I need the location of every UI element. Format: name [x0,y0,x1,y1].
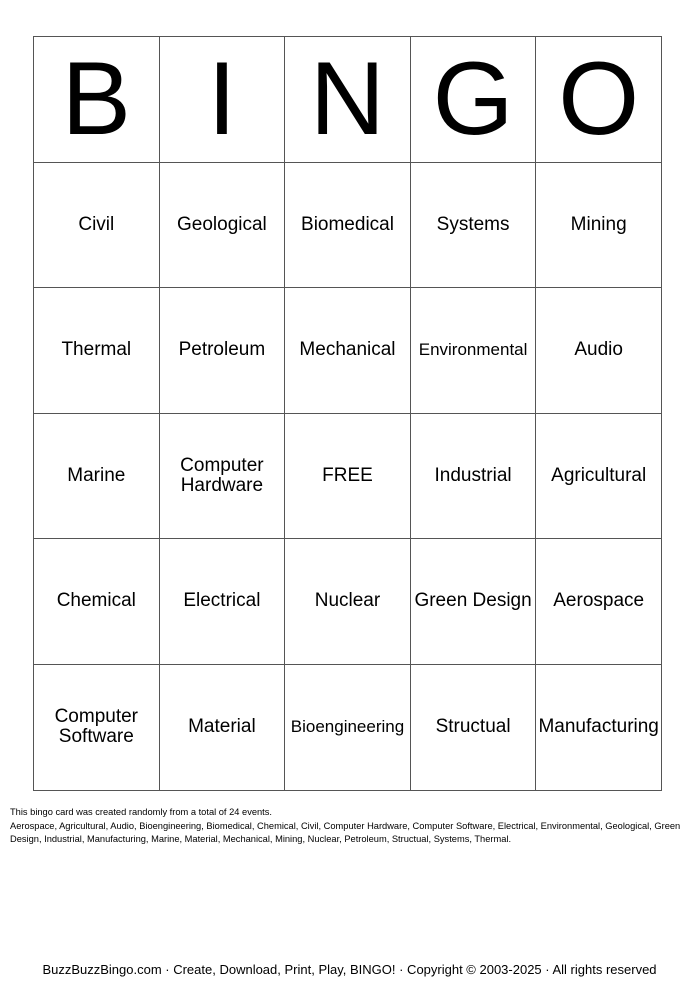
bingo-row [34,288,662,414]
bingo-cell: Aerospace [536,539,662,665]
card-info [10,806,692,847]
bingo-cell: Audio [536,288,662,414]
bingo-cell: Electrical [159,539,285,665]
bingo-cell: Bioengineering [285,664,411,790]
bingo-row [34,539,662,665]
header-letter-b: B [34,37,160,163]
bingo-cell: Environmental [410,288,536,414]
bingo-cell: Thermal [34,288,160,414]
card-info-event-list: Aerospace, Agricultural, Audio, Bioengineering, Biomedical, Chemical, Civil, Computer Hardware, Computer Software, Electrical, Environmental, Geological, Green Design, Industrial, Manufacturing, Marine, Material, Mechanical, Mining, Nuclear, Petroleum, Structual, Systems, Thermal. [10,820,681,844]
bingo-cell: Systems [410,162,536,288]
bingo-cell: Chemical [34,539,160,665]
footer-copyright: BuzzBuzzBingo.com · Create, Download, Print, Play, BINGO! · Copyright © 2003-2025 · All rights reserved [42,962,657,977]
bingo-card [33,36,662,791]
bingo-cell: Mechanical [285,288,411,414]
bingo-cell: Biomedical [285,162,411,288]
bingo-cell: Manufacturing [536,664,662,790]
bingo-cell: Geological [159,162,285,288]
bingo-header-row [34,37,662,163]
bingo-row [34,664,662,790]
bingo-cell: Computer Hardware [159,413,285,539]
header-letter-g: G [410,37,536,163]
bingo-row [34,162,662,288]
bingo-cell: Material [159,664,285,790]
card-info-summary: This bingo card was created randomly from a total of 24 events. [10,807,272,817]
bingo-cell: Nuclear [285,539,411,665]
bingo-cell: Computer Software [34,664,160,790]
bingo-cell: Industrial [410,413,536,539]
free-space-cell: FREE [285,413,411,539]
bingo-cell: Green Design [410,539,536,665]
bingo-row [34,413,662,539]
bingo-cell: Petroleum [159,288,285,414]
bingo-cell: Mining [536,162,662,288]
header-letter-o: O [536,37,662,163]
bingo-cell: Agricultural [536,413,662,539]
header-letter-n: N [285,37,411,163]
bingo-cell: Civil [34,162,160,288]
header-letter-i: I [159,37,285,163]
bingo-cell: Structual [410,664,536,790]
bingo-cell: Marine [34,413,160,539]
